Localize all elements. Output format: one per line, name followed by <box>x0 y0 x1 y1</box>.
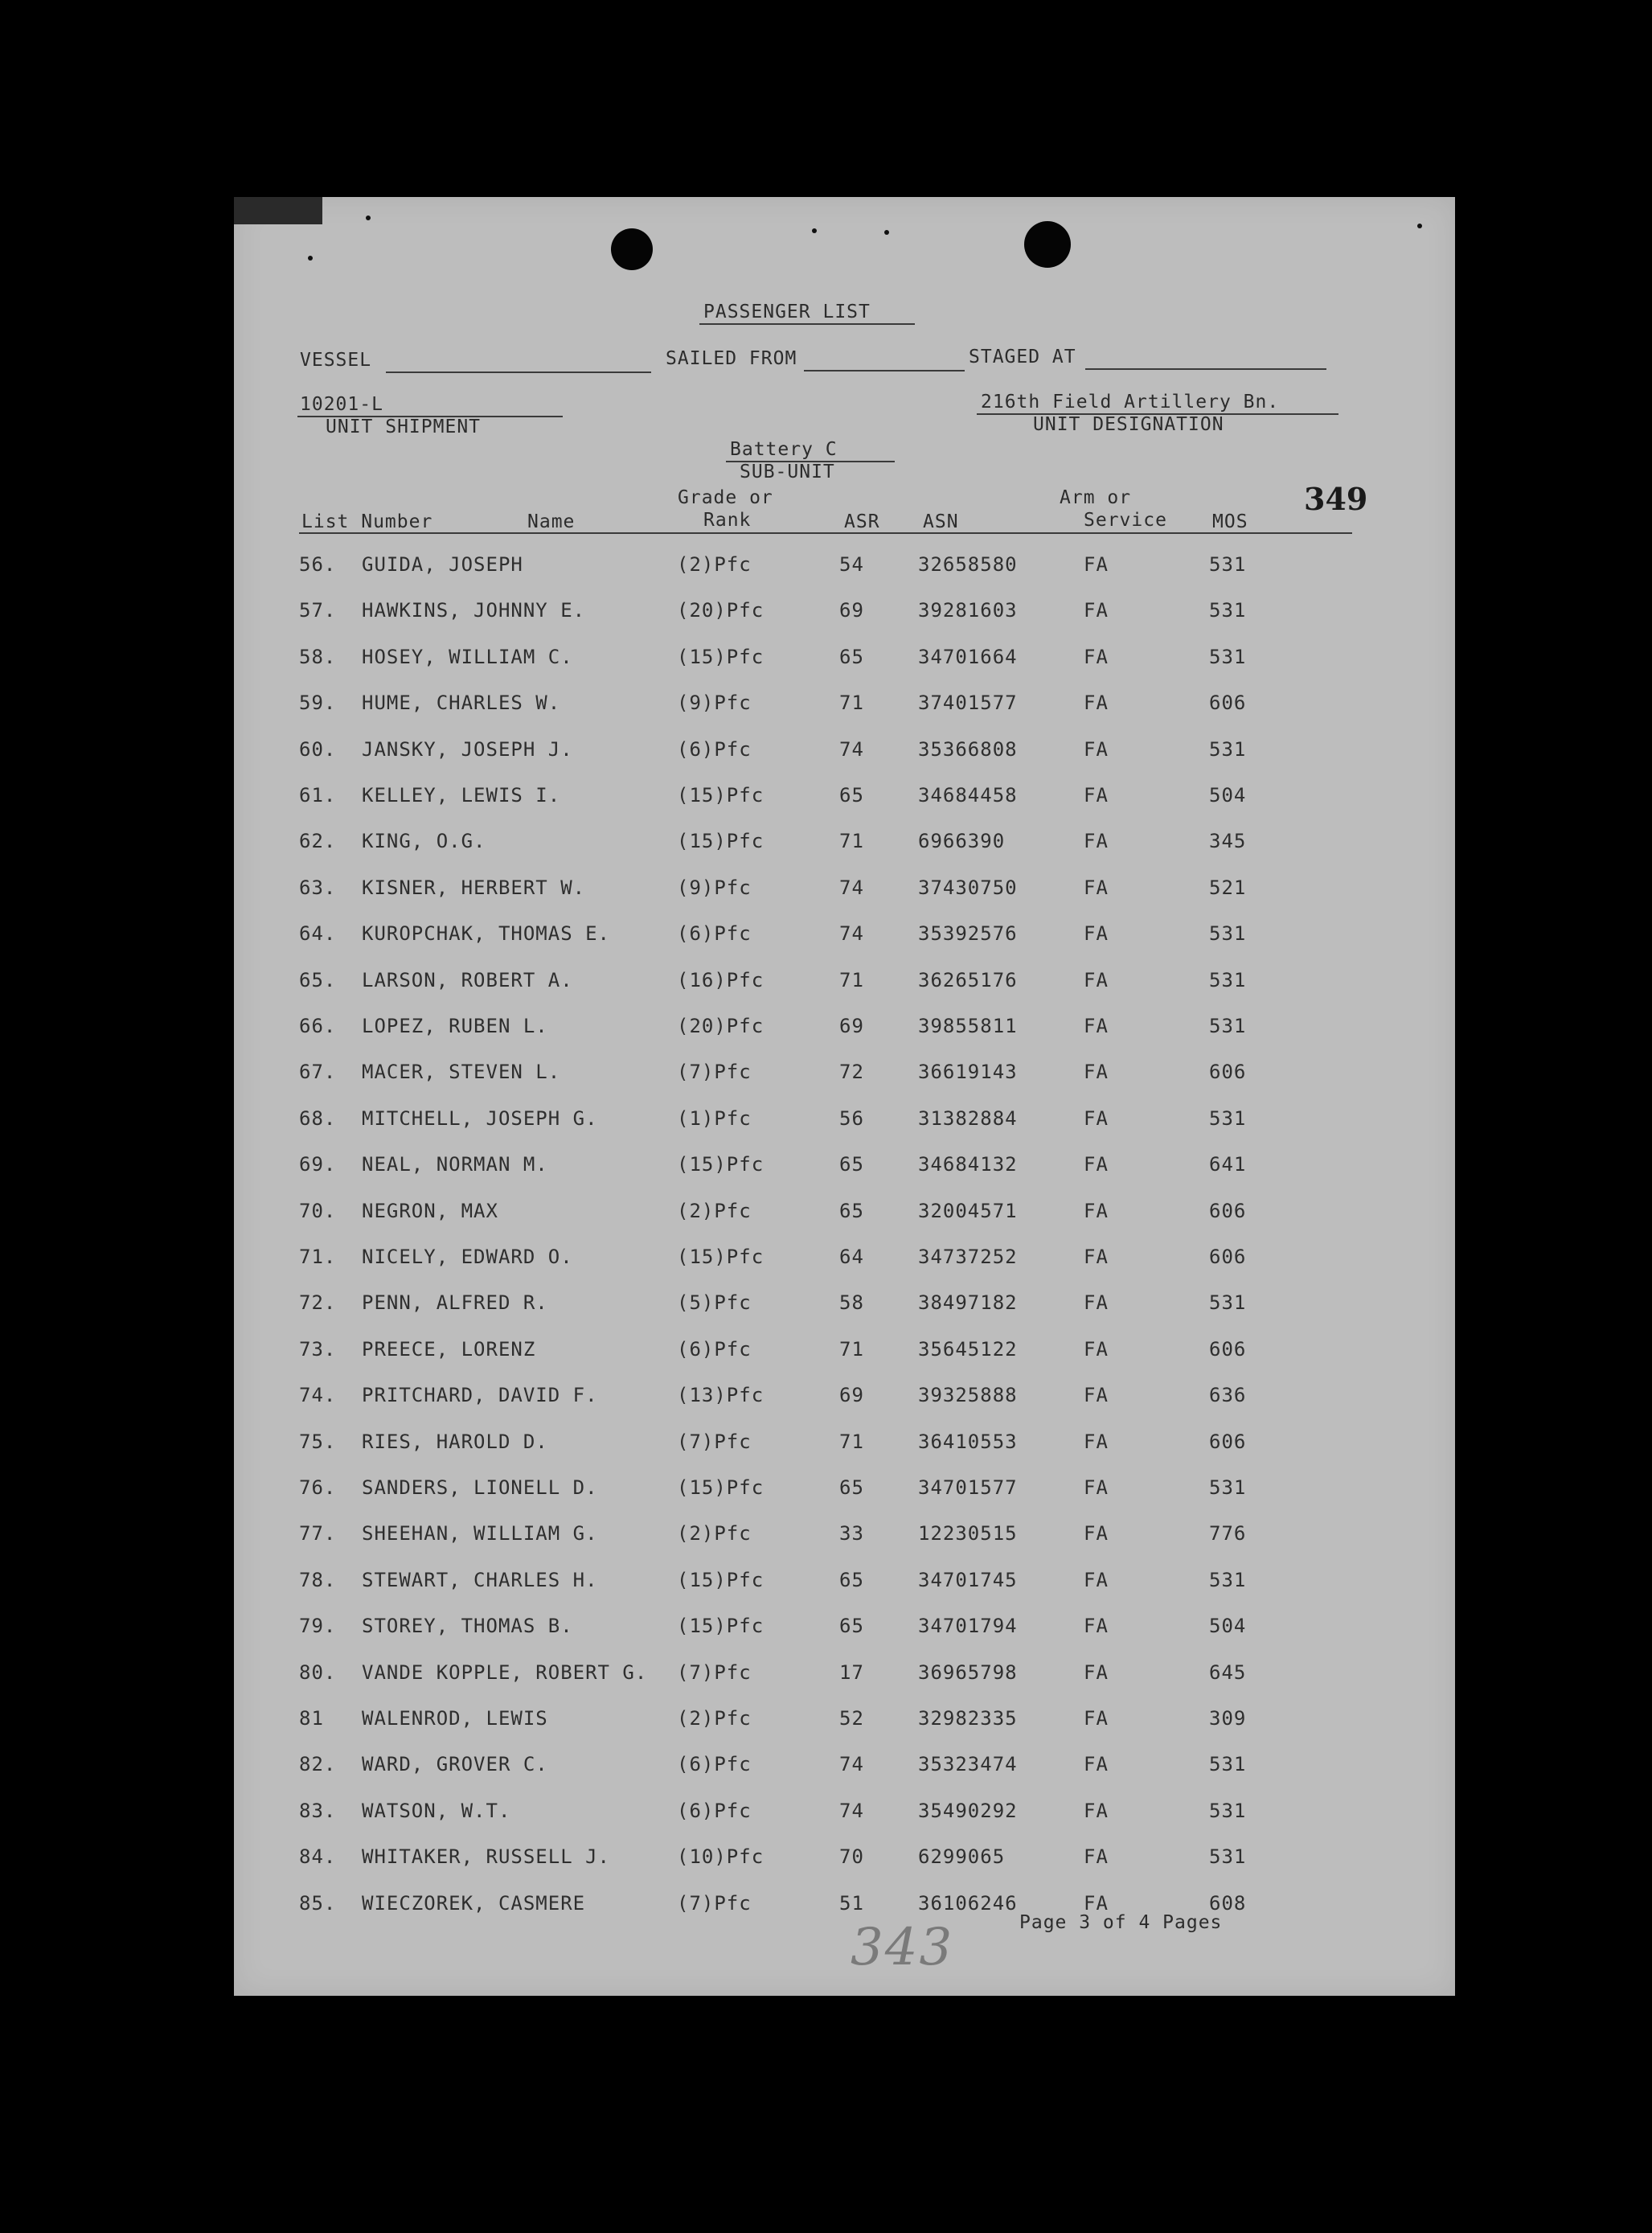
cell-asn: 36965798 <box>918 1660 1018 1684</box>
cell-num: 66. <box>299 1015 337 1037</box>
cell-asn: 34701664 <box>918 645 1018 668</box>
cell-mos: 531 <box>1209 968 1247 991</box>
cell-asr: 64 <box>839 1246 864 1268</box>
cell-num: 79. <box>299 1615 337 1638</box>
cell-arm: FA <box>1084 1015 1109 1037</box>
cell-asr: 71 <box>839 968 864 991</box>
table-row <box>0 784 1652 824</box>
cell-num: 78. <box>299 1568 337 1591</box>
staged-line <box>1085 368 1326 370</box>
cell-mos: 608 <box>1209 1891 1247 1915</box>
cell-num: 76. <box>299 1476 337 1499</box>
cell-grade: (20)Pfc <box>677 1015 765 1037</box>
cell-arm: FA <box>1084 645 1109 668</box>
cell-asr: 70 <box>839 1845 864 1869</box>
cell-grade: (2)Pfc <box>677 553 752 576</box>
table-row <box>0 1061 1652 1101</box>
cell-num: 69. <box>299 1153 337 1176</box>
col-asr: ASR <box>844 511 880 532</box>
cell-name: PREECE, LORENZ <box>362 1337 536 1361</box>
cell-arm: FA <box>1084 1891 1109 1915</box>
table-row <box>0 1291 1652 1332</box>
cell-num: 85. <box>299 1891 337 1915</box>
cell-arm: FA <box>1084 692 1109 715</box>
cell-name: GUIDA, JOSEPH <box>362 553 523 576</box>
cell-grade: (9)Pfc <box>677 876 752 899</box>
cell-grade: (6)Pfc <box>677 737 752 761</box>
cell-grade: (15)Pfc <box>677 1153 765 1176</box>
cell-asr: 74 <box>839 1753 864 1776</box>
cell-grade: (16)Pfc <box>677 968 765 991</box>
cell-grade: (13)Pfc <box>677 1384 765 1407</box>
cell-arm: FA <box>1084 1430 1109 1453</box>
cell-grade: (15)Pfc <box>677 830 765 853</box>
cell-mos: 531 <box>1209 737 1247 761</box>
punch-hole-left <box>611 228 653 270</box>
cell-arm: FA <box>1084 1522 1109 1545</box>
cell-grade: (6)Pfc <box>677 1337 752 1361</box>
cell-grade: (6)Pfc <box>677 922 752 946</box>
table-row <box>0 1153 1652 1193</box>
cell-grade: (2)Pfc <box>677 1199 752 1222</box>
cell-name: KISNER, HERBERT W. <box>362 876 586 899</box>
cell-asr: 54 <box>839 553 864 576</box>
cell-arm: FA <box>1084 1337 1109 1361</box>
col-grade-bottom: Rank <box>703 510 752 531</box>
cell-name: PENN, ALFRED R. <box>362 1291 548 1315</box>
cell-grade: (2)Pfc <box>677 1707 752 1730</box>
cell-asr: 65 <box>839 784 864 807</box>
title-underline <box>699 323 915 325</box>
cell-asn: 36265176 <box>918 968 1018 991</box>
table-row <box>0 1384 1652 1424</box>
cell-asn: 6299065 <box>918 1845 1006 1869</box>
cell-num: 60. <box>299 737 337 761</box>
cell-arm: FA <box>1084 599 1109 622</box>
table-row <box>0 922 1652 963</box>
cell-grade: (15)Pfc <box>677 645 765 668</box>
cell-mos: 531 <box>1209 1845 1247 1869</box>
cell-arm: FA <box>1084 1568 1109 1591</box>
table-row <box>0 1246 1652 1286</box>
cell-name: STEWART, CHARLES H. <box>362 1568 598 1591</box>
sub-unit-label: SUB-UNIT <box>740 462 835 482</box>
cell-asn: 35323474 <box>918 1753 1018 1776</box>
cell-name: WIECZOREK, CASMERE <box>362 1891 586 1915</box>
table-row <box>0 1707 1652 1747</box>
cell-num: 57. <box>299 599 337 622</box>
cell-arm: FA <box>1084 1199 1109 1222</box>
cell-asn: 35490292 <box>918 1799 1018 1822</box>
cell-num: 56. <box>299 553 337 576</box>
cell-asn: 32004571 <box>918 1199 1018 1222</box>
col-grade-top: Grade or <box>678 487 773 508</box>
table-row <box>0 738 1652 778</box>
cell-asn: 34737252 <box>918 1246 1018 1268</box>
cell-num: 72. <box>299 1291 337 1315</box>
cell-asn: 35645122 <box>918 1337 1018 1361</box>
cell-arm: FA <box>1084 784 1109 807</box>
cell-mos: 531 <box>1209 553 1247 576</box>
cell-grade: (15)Pfc <box>677 784 765 807</box>
cell-asn: 36106246 <box>918 1891 1018 1915</box>
cell-asn: 36410553 <box>918 1430 1018 1453</box>
cell-asn: 39325888 <box>918 1384 1018 1407</box>
cell-mos: 531 <box>1209 1015 1247 1037</box>
cell-name: SHEEHAN, WILLIAM G. <box>362 1522 598 1545</box>
cell-grade: (10)Pfc <box>677 1845 765 1869</box>
cell-grade: (6)Pfc <box>677 1753 752 1776</box>
cell-grade: (15)Pfc <box>677 1615 765 1638</box>
cell-asr: 72 <box>839 1061 864 1084</box>
cell-num: 70. <box>299 1199 337 1222</box>
cell-mos: 504 <box>1209 784 1247 807</box>
cell-name: NEGRON, MAX <box>362 1199 498 1222</box>
cell-asn: 34684132 <box>918 1153 1018 1176</box>
unit-shipment-label: UNIT SHIPMENT <box>326 417 482 437</box>
cell-name: KELLEY, LEWIS I. <box>362 784 561 807</box>
cell-asr: 74 <box>839 876 864 899</box>
cell-mos: 531 <box>1209 599 1247 622</box>
cell-grade: (15)Pfc <box>677 1246 765 1268</box>
cell-grade: (9)Pfc <box>677 692 752 715</box>
cell-name: KUROPCHAK, THOMAS E. <box>362 922 610 946</box>
cell-asr: 65 <box>839 1199 864 1222</box>
cell-arm: FA <box>1084 1061 1109 1084</box>
cell-asr: 65 <box>839 1568 864 1591</box>
paper-tab <box>234 197 322 224</box>
table-row <box>0 1522 1652 1562</box>
cell-name: WHITAKER, RUSSELL J. <box>362 1845 610 1869</box>
cell-num: 63. <box>299 876 337 899</box>
cell-name: NICELY, EDWARD O. <box>362 1246 573 1268</box>
table-row <box>0 599 1652 639</box>
cell-num: 81 <box>299 1707 324 1730</box>
unit-designation-value: 216th Field Artillery Bn. <box>981 392 1280 413</box>
col-list-number: List Number <box>301 511 433 532</box>
cell-mos: 345 <box>1209 830 1247 853</box>
cell-asr: 74 <box>839 1799 864 1822</box>
cell-asr: 65 <box>839 1615 864 1638</box>
table-row <box>0 969 1652 1009</box>
col-asn: ASN <box>923 511 959 532</box>
cell-name: MITCHELL, JOSEPH G. <box>362 1106 598 1130</box>
cell-mos: 606 <box>1209 1337 1247 1361</box>
col-mos: MOS <box>1212 511 1248 532</box>
cell-mos: 606 <box>1209 1246 1247 1268</box>
table-row <box>0 1200 1652 1240</box>
cell-name: SANDERS, LIONELL D. <box>362 1476 598 1499</box>
cell-mos: 641 <box>1209 1153 1247 1176</box>
cell-name: RIES, HAROLD D. <box>362 1430 548 1453</box>
table-row <box>0 1615 1652 1655</box>
cell-arm: FA <box>1084 968 1109 991</box>
cell-num: 67. <box>299 1061 337 1084</box>
cell-asr: 74 <box>839 922 864 946</box>
vessel-line <box>386 371 651 373</box>
cell-num: 59. <box>299 692 337 715</box>
cell-num: 58. <box>299 645 337 668</box>
speck <box>366 216 371 220</box>
cell-mos: 531 <box>1209 1291 1247 1315</box>
cell-arm: FA <box>1084 1660 1109 1684</box>
handwritten-mark: 343 <box>851 1918 954 1977</box>
col-arm-top: Arm or <box>1060 487 1132 508</box>
cell-mos: 531 <box>1209 1568 1247 1591</box>
cell-name: WALENROD, LEWIS <box>362 1707 548 1730</box>
page-info: Page 3 of 4 Pages <box>1019 1912 1223 1933</box>
table-row <box>0 692 1652 732</box>
cell-arm: FA <box>1084 876 1109 899</box>
cell-arm: FA <box>1084 1753 1109 1776</box>
table-row <box>0 1569 1652 1609</box>
cell-grade: (1)Pfc <box>677 1106 752 1130</box>
cell-name: HAWKINS, JOHNNY E. <box>362 599 586 622</box>
cell-mos: 531 <box>1209 1106 1247 1130</box>
vessel-label: VESSEL <box>300 350 372 371</box>
cell-mos: 776 <box>1209 1522 1247 1545</box>
cell-grade: (15)Pfc <box>677 1476 765 1499</box>
cell-mos: 606 <box>1209 692 1247 715</box>
cell-mos: 521 <box>1209 876 1247 899</box>
cell-arm: FA <box>1084 830 1109 853</box>
cell-asn: 32658580 <box>918 553 1018 576</box>
speck <box>1417 224 1422 228</box>
cell-asr: 69 <box>839 1015 864 1037</box>
cell-name: KING, O.G. <box>362 830 486 853</box>
cell-asr: 58 <box>839 1291 864 1315</box>
cell-asr: 65 <box>839 645 864 668</box>
cell-num: 84. <box>299 1845 337 1869</box>
cell-arm: FA <box>1084 1615 1109 1638</box>
cell-asr: 71 <box>839 830 864 853</box>
cell-grade: (7)Pfc <box>677 1430 752 1453</box>
cell-arm: FA <box>1084 553 1109 576</box>
sailed-line <box>804 370 965 371</box>
page-stamp: 349 <box>1304 481 1368 517</box>
cell-asn: 6966390 <box>918 830 1006 853</box>
cell-asn: 39855811 <box>918 1015 1018 1037</box>
speck <box>308 256 313 261</box>
table-row <box>0 553 1652 593</box>
cell-asr: 65 <box>839 1476 864 1499</box>
cell-num: 74. <box>299 1384 337 1407</box>
staged-at-label: STAGED AT <box>969 347 1076 367</box>
table-row <box>0 1107 1652 1147</box>
cell-name: LARSON, ROBERT A. <box>362 968 573 991</box>
cell-arm: FA <box>1084 1476 1109 1499</box>
cell-name: MACER, STEVEN L. <box>362 1061 561 1084</box>
cell-asr: 71 <box>839 1337 864 1361</box>
cell-arm: FA <box>1084 1291 1109 1315</box>
cell-asn: 12230515 <box>918 1522 1018 1545</box>
sub-unit-value: Battery C <box>730 439 838 460</box>
cell-num: 82. <box>299 1753 337 1776</box>
cell-mos: 504 <box>1209 1615 1247 1638</box>
cell-asn: 34701794 <box>918 1615 1018 1638</box>
cell-asn: 31382884 <box>918 1106 1018 1130</box>
table-row <box>0 1753 1652 1793</box>
cell-name: NEAL, NORMAN M. <box>362 1153 548 1176</box>
cell-grade: (7)Pfc <box>677 1660 752 1684</box>
cell-asn: 35366808 <box>918 737 1018 761</box>
cell-name: WATSON, W.T. <box>362 1799 511 1822</box>
cell-num: 83. <box>299 1799 337 1822</box>
table-row <box>0 1431 1652 1471</box>
cell-asn: 39281603 <box>918 599 1018 622</box>
col-arm-bottom: Service <box>1084 510 1167 531</box>
header-rule <box>299 532 1352 534</box>
table-row <box>0 1476 1652 1517</box>
cell-asn: 32982335 <box>918 1707 1018 1730</box>
cell-asr: 71 <box>839 692 864 715</box>
cell-asn: 36619143 <box>918 1061 1018 1084</box>
cell-mos: 606 <box>1209 1430 1247 1453</box>
cell-mos: 531 <box>1209 1799 1247 1822</box>
cell-mos: 531 <box>1209 1476 1247 1499</box>
cell-mos: 531 <box>1209 645 1247 668</box>
cell-num: 71. <box>299 1246 337 1268</box>
cell-name: PRITCHARD, DAVID F. <box>362 1384 598 1407</box>
cell-mos: 309 <box>1209 1707 1247 1730</box>
cell-arm: FA <box>1084 1246 1109 1268</box>
cell-grade: (20)Pfc <box>677 599 765 622</box>
cell-num: 73. <box>299 1337 337 1361</box>
document-title: PASSENGER LIST <box>703 302 871 322</box>
cell-grade: (7)Pfc <box>677 1061 752 1084</box>
unit-shipment-value: 10201-L <box>300 394 383 415</box>
cell-asr: 52 <box>839 1707 864 1730</box>
cell-name: VANDE KOPPLE, ROBERT G. <box>362 1660 648 1684</box>
cell-arm: FA <box>1084 1707 1109 1730</box>
speck <box>884 230 889 235</box>
cell-asr: 71 <box>839 1430 864 1453</box>
cell-asr: 56 <box>839 1106 864 1130</box>
cell-name: WARD, GROVER C. <box>362 1753 548 1776</box>
cell-num: 75. <box>299 1430 337 1453</box>
table-row <box>0 1800 1652 1840</box>
cell-asn: 34701577 <box>918 1476 1018 1499</box>
cell-num: 65. <box>299 968 337 991</box>
cell-asr: 17 <box>839 1660 864 1684</box>
cell-mos: 531 <box>1209 1753 1247 1776</box>
table-row <box>0 876 1652 917</box>
cell-num: 68. <box>299 1106 337 1130</box>
cell-grade: (15)Pfc <box>677 1568 765 1591</box>
cell-mos: 531 <box>1209 922 1247 946</box>
cell-arm: FA <box>1084 922 1109 946</box>
cell-asr: 65 <box>839 1153 864 1176</box>
cell-name: STOREY, THOMAS B. <box>362 1615 573 1638</box>
cell-mos: 636 <box>1209 1384 1247 1407</box>
cell-asr: 33 <box>839 1522 864 1545</box>
cell-asn: 34701745 <box>918 1568 1018 1591</box>
cell-name: HUME, CHARLES W. <box>362 692 561 715</box>
cell-arm: FA <box>1084 1153 1109 1176</box>
cell-grade: (7)Pfc <box>677 1891 752 1915</box>
table-row <box>0 1015 1652 1055</box>
punch-hole-right <box>1024 221 1071 268</box>
cell-arm: FA <box>1084 737 1109 761</box>
col-name: Name <box>527 511 576 532</box>
cell-mos: 645 <box>1209 1660 1247 1684</box>
cell-num: 80. <box>299 1660 337 1684</box>
cell-arm: FA <box>1084 1106 1109 1130</box>
cell-asn: 37430750 <box>918 876 1018 899</box>
cell-num: 61. <box>299 784 337 807</box>
cell-mos: 606 <box>1209 1061 1247 1084</box>
cell-arm: FA <box>1084 1384 1109 1407</box>
cell-arm: FA <box>1084 1845 1109 1869</box>
cell-grade: (5)Pfc <box>677 1291 752 1315</box>
cell-asr: 69 <box>839 599 864 622</box>
table-row <box>0 1892 1652 1932</box>
cell-name: LOPEZ, RUBEN L. <box>362 1015 548 1037</box>
cell-grade: (6)Pfc <box>677 1799 752 1822</box>
cell-arm: FA <box>1084 1799 1109 1822</box>
cell-asr: 51 <box>839 1891 864 1915</box>
cell-asn: 35392576 <box>918 922 1018 946</box>
cell-asn: 34684458 <box>918 784 1018 807</box>
cell-grade: (2)Pfc <box>677 1522 752 1545</box>
cell-mos: 606 <box>1209 1199 1247 1222</box>
table-row <box>0 830 1652 870</box>
cell-num: 62. <box>299 830 337 853</box>
cell-name: HOSEY, WILLIAM C. <box>362 645 573 668</box>
cell-asr: 69 <box>839 1384 864 1407</box>
cell-name: JANSKY, JOSEPH J. <box>362 737 573 761</box>
sailed-from-label: SAILED FROM <box>666 348 797 369</box>
table-row <box>0 1338 1652 1378</box>
table-row <box>0 1845 1652 1886</box>
cell-asr: 74 <box>839 737 864 761</box>
cell-num: 77. <box>299 1522 337 1545</box>
cell-asn: 37401577 <box>918 692 1018 715</box>
cell-num: 64. <box>299 922 337 946</box>
speck <box>812 228 817 233</box>
table-row <box>0 1661 1652 1701</box>
table-row <box>0 646 1652 686</box>
unit-designation-label: UNIT DESIGNATION <box>1033 414 1224 435</box>
cell-asn: 38497182 <box>918 1291 1018 1315</box>
